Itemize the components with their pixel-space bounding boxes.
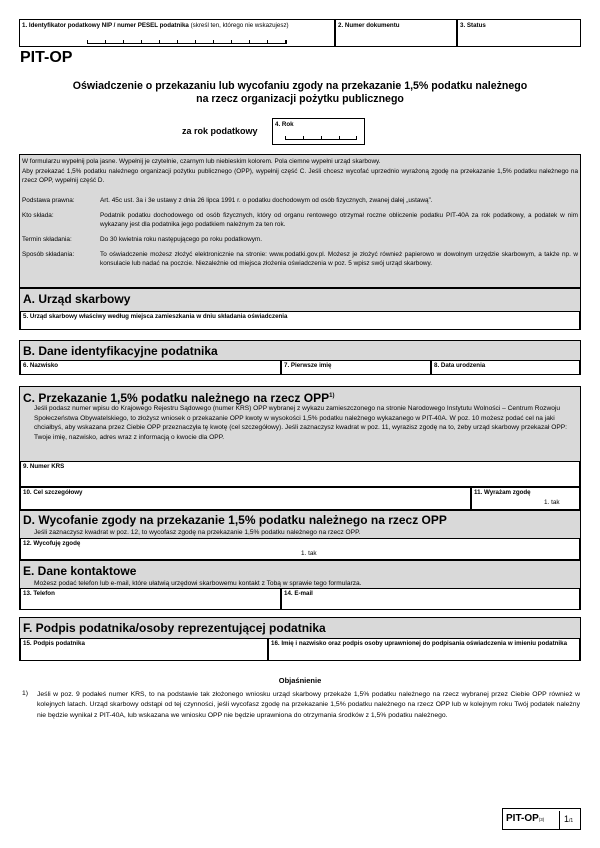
note-text: Jeśli w poz. 9 podałeś numer KRS, to na podstawie tak złożonego wniosku urząd skarbowy przekaże 1,5% podatku należnego na rzecz wybranej przez Ciebie OPP również w kolejnych latach. Urząd skarbowy odstąpi od tej czynności, jeśli wycofasz zgodę na przekazanie 1,5% podatku należnego na rzecz OPP lub w kolejnym roku Twój podatek należny nie będzie wynikał z PIT-40A, lub wskazana we wniosku OPP nie będzie uprawniona do otrzymania środków z 1,5% podatku należnego. — [37, 691, 580, 719]
consent-field — [471, 487, 580, 510]
page-total: /1 — [569, 818, 574, 824]
section-f — [19, 617, 581, 661]
consent-label: 11. Wyrażam zgodę — [474, 489, 531, 496]
who-files-key: Kto składa: — [22, 212, 54, 219]
filing-method-text: To oświadczenie możesz złożyć elektronicznie na stronie: www.podatki.gov.pl. Możesz je złożyć również papierowo w dowolnym urzędzie skarbowym, a także np. w konsulacie lub nadać na poczcie. Niezależnie od miejsca złożenia oświadczenia w poz. 5 wpisz swój urząd skarbowy. — [100, 251, 578, 267]
consent-option-yes[interactable]: 1. tak — [544, 499, 560, 506]
birth-date-label: 8. Data urodzenia — [434, 362, 486, 369]
section-a-title: A. Urząd skarbowy — [23, 292, 131, 306]
who-files-text: Podatnik podatku dochodowego od osób fizycznych, który od organu rentowego otrzymał roczne obliczenie podatku PIT-40A za rok podatkowy, a podatek w nim wykazany jest dla podatnika jego podatkiem należnym za ten rok. — [100, 212, 578, 228]
email-field[interactable] — [281, 588, 580, 610]
footnote-ref-1: 1) — [329, 393, 335, 399]
intro-p2: Aby przekazać 1,5% podatku należnego organizacji pożytku publicznego (OPP), wypełnij część C. Jeśli chcesz wycofać uprzednio wyrażoną zgodę na przekazanie 1,5% podatku należnego na rzecz OPP, wypełnij część D. — [22, 168, 578, 184]
document-number-label: 2. Numer dokumentu — [338, 22, 400, 29]
email-label: 14. E-mail — [284, 590, 313, 597]
section-e-title: E. Dane kontaktowe — [23, 564, 137, 578]
withdraw-label: 12. Wycofuję zgodę — [23, 540, 81, 547]
form-title-line-2: na rzecz organizacji pożytku publicznego — [196, 92, 404, 105]
footer-divider — [559, 811, 560, 829]
section-c-title: C. Przekazanie 1,5% podatku należnego na rzecz OPP — [23, 391, 330, 405]
header-field-1 — [19, 19, 335, 47]
section-d — [19, 510, 581, 560]
footer-version: (3) — [538, 817, 545, 822]
legal-basis-key: Podstawa prawna: — [22, 197, 75, 204]
section-a — [19, 288, 581, 330]
krs-field[interactable] — [20, 461, 580, 487]
form-code: PIT-OP — [20, 49, 73, 66]
representative-signature-label: 16. Imię i nazwisko oraz podpis osoby uprawnionej do podpisania oświadczenia w imieniu podatnika — [271, 640, 568, 647]
year-input[interactable] — [285, 136, 357, 140]
birth-date-field[interactable] — [431, 360, 580, 375]
krs-label: 9. Numer KRS — [23, 463, 65, 470]
section-d-desc: Jeśli zaznaczysz kwadrat w poz. 12, to wycofasz zgodę na przekazanie 1,5% podatku należnego na rzecz OPP. — [34, 529, 361, 536]
header-field-2 — [335, 19, 457, 47]
header-field-3 — [457, 19, 581, 47]
nip-pesel-input[interactable] — [87, 40, 287, 44]
phone-field[interactable] — [20, 588, 281, 610]
purpose-field[interactable] — [20, 487, 471, 510]
section-e-desc: Możesz podać telefon lub e-mail, które ułatwią urzędowi skarbowemu kontakt z Tobą w sprawie tego formularza. — [34, 580, 362, 587]
status-label: 3. Status — [460, 22, 486, 29]
taxpayer-signature-field[interactable] — [20, 638, 268, 661]
section-c-desc: Jeśli podasz numer wpisu do Krajowego Rejestru Sądowego (numer KRS) OPP wybranej z wykazu zamieszczonego na stronie Narodowego Instytutu Wolności – Centrum Rozwoju Społeczeństwa Obywatelskiego, to złożysz wniosek o przekazanie OPP kwoty w wysokości 1,5% podatku należnego wykazanego w PIT-40A. W poz. 10 możesz podać cel na jaki chciałbyś, aby wskazana przez Ciebie OPP przeznaczyła tę kwotę (cel szczegółowy). Jeśli zaznaczysz kwadrat w poz. 11, wyrazisz zgodę na to, żeby urząd skarbowy przekazał OPP: Twoje imię, nazwisko, adres wraz z informacją o kwocie dla OPP. — [34, 405, 567, 441]
form-title-line-1: Oświadczenie o przekazaniu lub wycofaniu zgody na przekazanie 1,5% podatku należnego — [72, 80, 528, 92]
phone-label: 13. Telefon — [23, 590, 55, 597]
nip-pesel-label: 1. Identyfikator podatkowy NIP / numer PESEL podatnika — [22, 22, 189, 29]
first-name-field[interactable] — [281, 360, 431, 375]
filing-method-key: Sposób składania: — [22, 251, 75, 258]
nip-pesel-note: (skreśl ten, którego nie wskazujesz) — [190, 22, 289, 29]
note-number: 1) — [22, 690, 29, 697]
deadline-key: Termin składania: — [22, 236, 72, 243]
notes-title: Objaśnienie — [278, 676, 322, 685]
intro-p1: W formularzu wypełnij pola jasne. Wypełnij je czytelnie, czarnym lub niebieskim kolorem. Pola ciemne wypełni urząd skarbowy. — [22, 158, 381, 165]
section-f-title: F. Podpis podatnika/osoby reprezentującej podatnika — [23, 621, 326, 635]
section-e — [19, 560, 581, 610]
page-number: 1 — [564, 814, 570, 824]
section-b — [19, 340, 581, 375]
section-c — [19, 386, 581, 510]
withdraw-option-yes[interactable]: 1. tak — [301, 550, 317, 557]
section-d-title: D. Wycofanie zgody na przekazanie 1,5% podatku należnego na rzecz OPP — [23, 513, 447, 527]
intro-block — [19, 154, 581, 288]
deadline-text: Do 30 kwietnia roku następującego po roku podatkowym. — [100, 236, 262, 243]
tax-office-label: 5. Urząd skarbowy właściwy według miejsca zamieszkania w dniu składania oświadczenia — [23, 313, 288, 320]
representative-signature-field[interactable] — [268, 638, 580, 661]
surname-label: 6. Nazwisko — [23, 362, 59, 369]
purpose-label: 10. Cel szczegółowy — [23, 489, 83, 496]
tax-office-field[interactable] — [20, 311, 580, 330]
year-label: 4. Rok — [275, 121, 294, 128]
taxpayer-signature-label: 15. Podpis podatnika — [23, 640, 85, 647]
first-name-label: 7. Pierwsze imię — [284, 362, 332, 369]
legal-basis-text: Art. 45c ust. 3a i 3e ustawy z dnia 26 lipca 1991 r. o podatku dochodowym od osób fizycznych, zwanej dalej „ustawą”. — [100, 197, 433, 204]
year-caption: za rok podatkowy — [182, 126, 258, 136]
surname-field[interactable] — [20, 360, 281, 375]
footer-form-code: PIT-OP — [506, 813, 539, 824]
footer-box — [502, 808, 581, 830]
year-field — [272, 118, 365, 145]
section-b-title: B. Dane identyfikacyjne podatnika — [23, 344, 218, 358]
withdraw-field — [20, 538, 580, 560]
form-title — [40, 80, 560, 105]
